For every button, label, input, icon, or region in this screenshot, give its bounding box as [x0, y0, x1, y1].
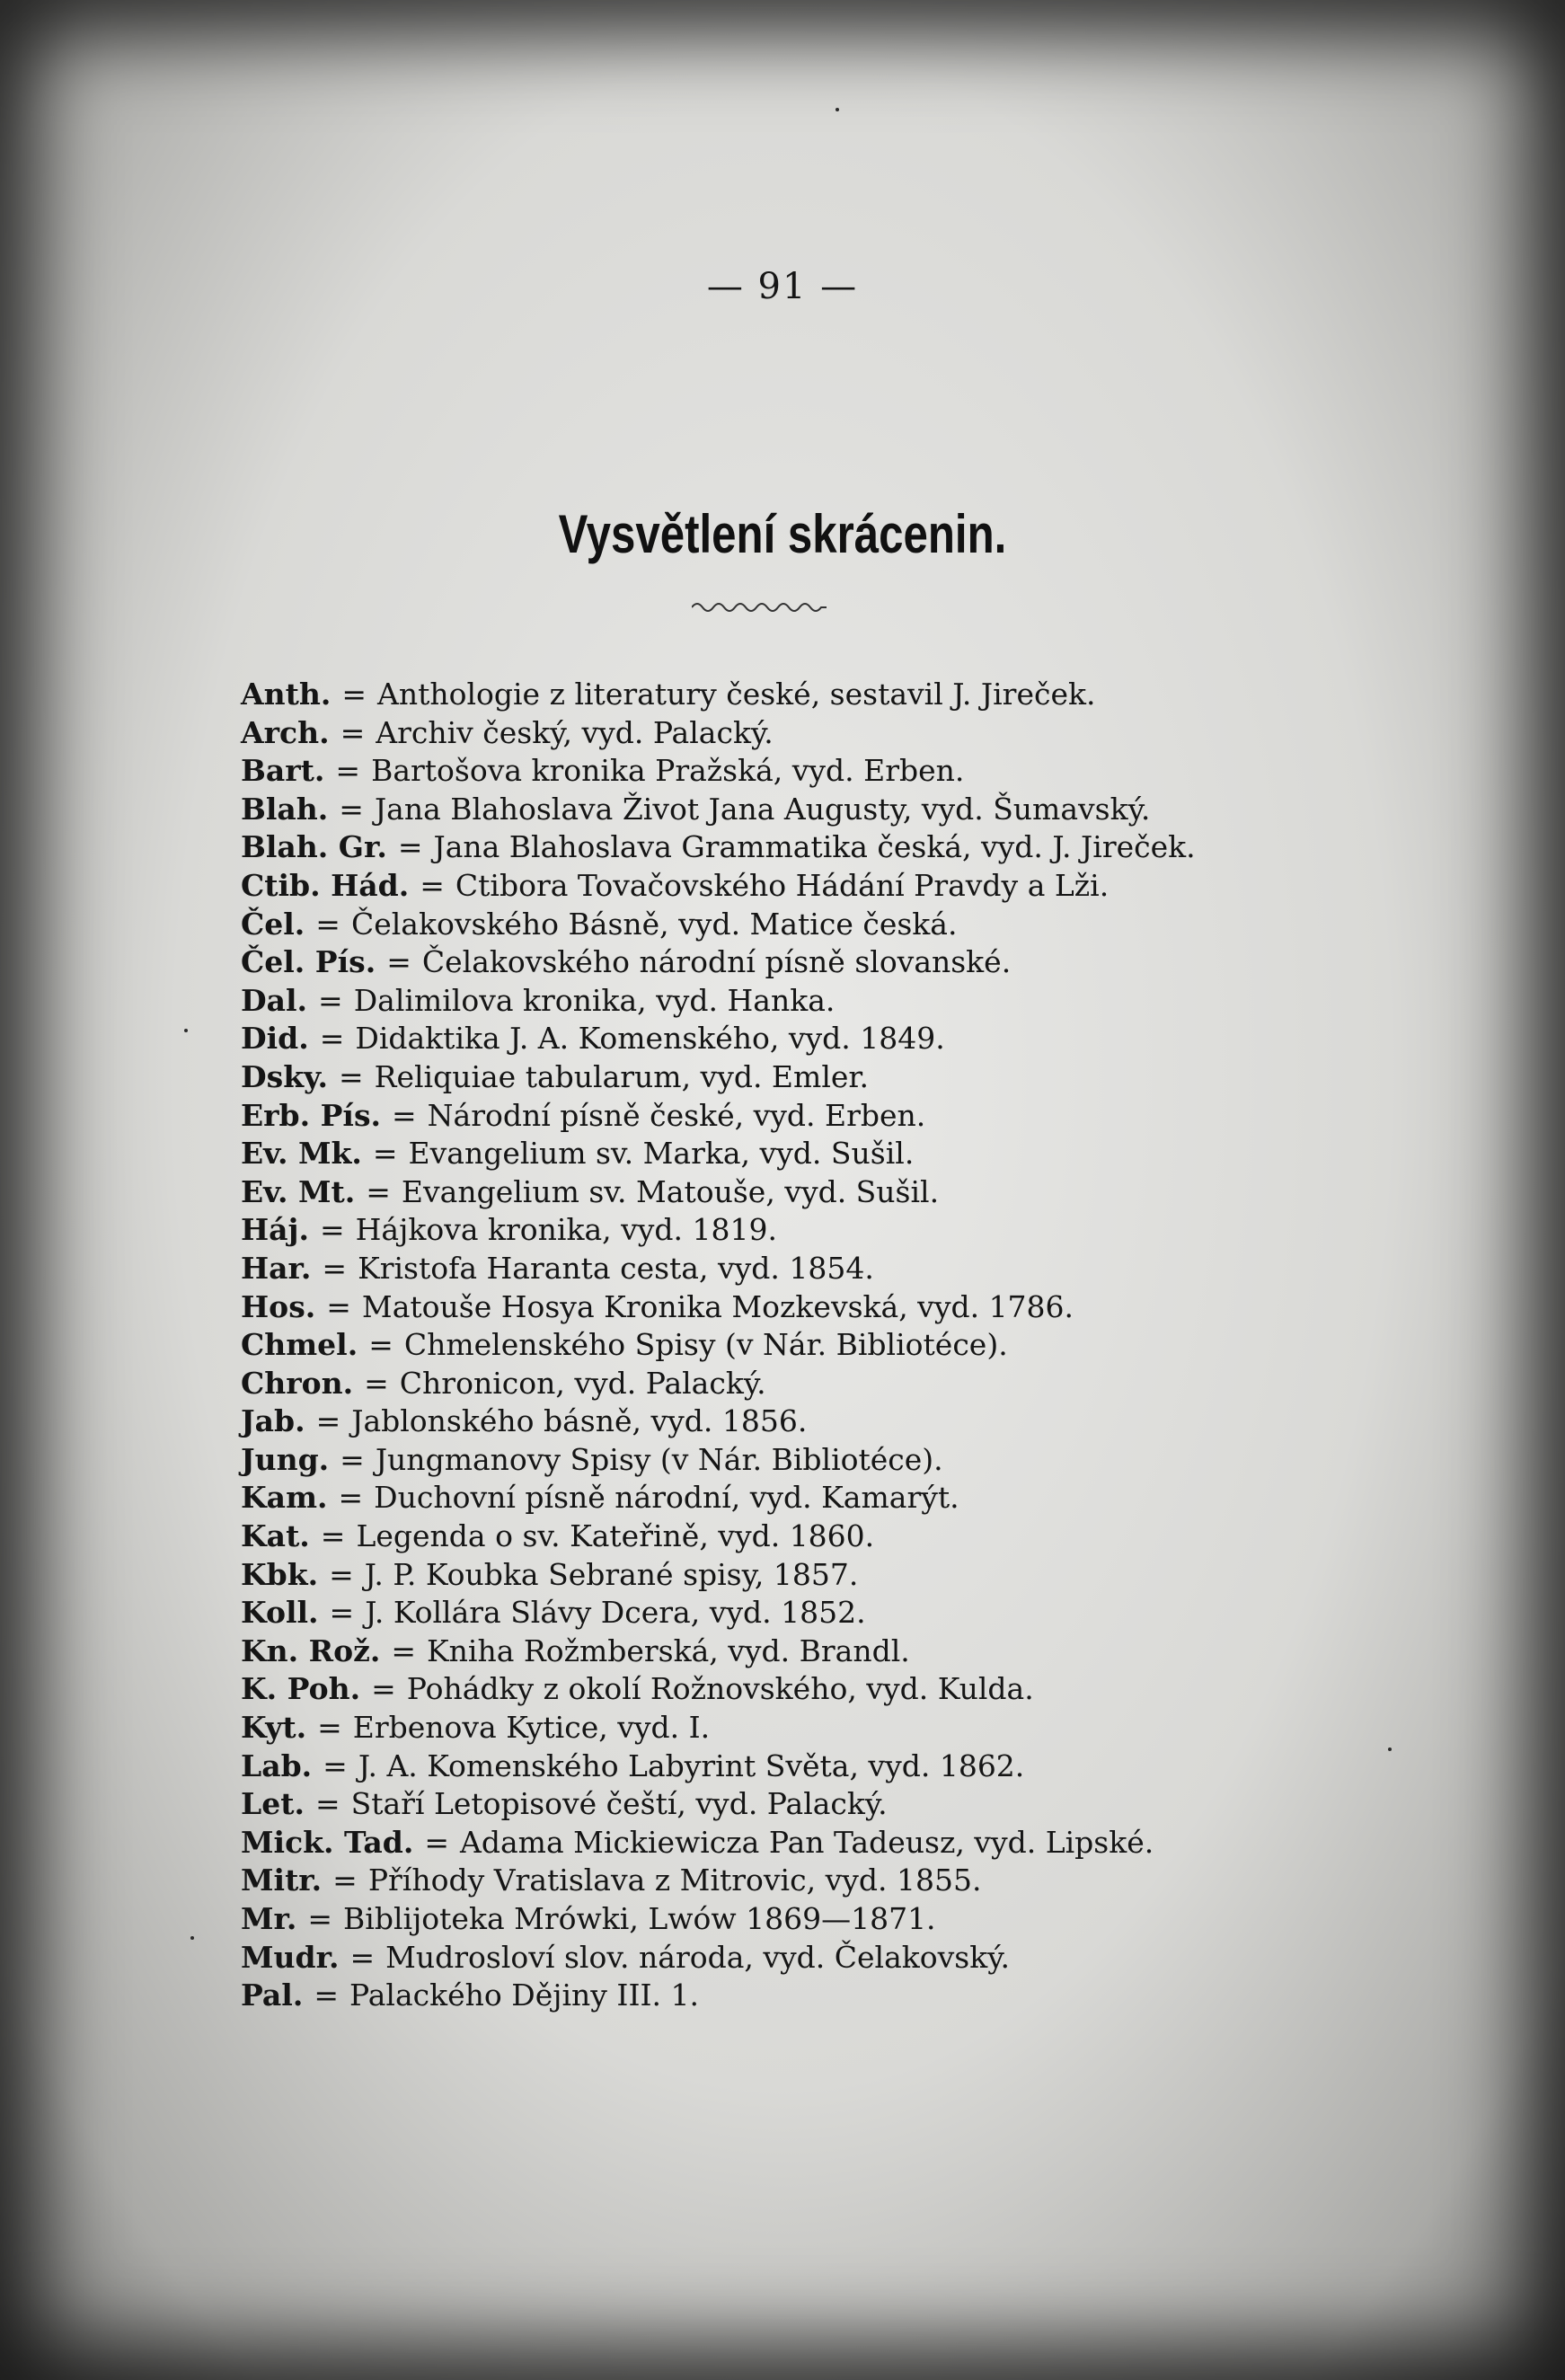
abbreviation-entry [241, 943, 1301, 982]
abbreviation: Hos. [241, 1288, 316, 1324]
expansion: Čelakovského Básně, vyd. Matice česká. [350, 906, 958, 942]
abbreviation-entry [241, 1977, 1301, 2015]
expansion: Kristofa Haranta cesta, vyd. 1854. [358, 1250, 874, 1286]
abbreviation: Anth. [241, 677, 332, 712]
abbreviation: Blah. [241, 791, 329, 827]
abbreviation-entry [241, 1556, 1301, 1595]
equals-separator: = [329, 1595, 355, 1631]
abbreviation-entry [241, 1441, 1301, 1480]
equals-separator: = [326, 1288, 351, 1324]
abbreviation-entry [241, 1785, 1301, 1824]
expansion: J. P. Koubka Sebrané spisy, 1857. [364, 1556, 859, 1592]
abbreviation-entry [241, 676, 1301, 714]
equals-separator: = [368, 1327, 393, 1363]
abbreviation: Kbk. [241, 1556, 319, 1592]
expansion: Adama Mickiewicza Pan Tadeusz, vyd. Lipské. [460, 1824, 1154, 1860]
abbreviation: Har. [241, 1250, 312, 1286]
expansion: Legenda o sv. Kateřině, vyd. 1860. [356, 1518, 875, 1554]
abbreviation: Ctib. Hád. [241, 867, 410, 903]
expansion: Jana Blahoslava Život Jana Augusty, vyd. Šumavský. [374, 791, 1151, 827]
expansion: Biblijoteka Mrówki, Lwów 1869—1871. [343, 1901, 936, 1936]
expansion: Pohádky z okolí Rožnovského, vyd. Kulda. [406, 1671, 1034, 1707]
equals-separator: = [335, 753, 361, 789]
abbreviation: Háj. [241, 1212, 309, 1248]
abbreviation: Kat. [241, 1518, 310, 1554]
abbreviation-entry [241, 1900, 1301, 1939]
abbreviation-entry [241, 982, 1301, 1021]
abbreviation-entry [241, 1632, 1301, 1671]
equals-separator: = [340, 714, 366, 750]
expansion: Chronicon, vyd. Palacký. [399, 1365, 766, 1401]
equals-separator: = [364, 1365, 389, 1401]
abbreviation-entry [241, 1747, 1301, 1786]
expansion: Anthologie z literatury české, sestavil J. Jireček. [376, 677, 1096, 712]
ink-speck [190, 1936, 194, 1940]
abbreviation: Mick. Tad. [241, 1824, 414, 1860]
expansion: J. Kollára Slávy Dcera, vyd. 1852. [365, 1595, 866, 1631]
abbreviation-entry [241, 1479, 1301, 1517]
expansion: Kniha Rožmberská, vyd. Brandl. [426, 1632, 910, 1668]
equals-separator: = [307, 1901, 333, 1936]
equals-separator: = [314, 1977, 339, 2013]
wavy-ornament [692, 600, 827, 615]
abbreviation-entry [241, 752, 1301, 791]
abbreviation-entry [241, 1594, 1301, 1632]
expansion: Palackého Dějiny III. 1. [349, 1977, 699, 2013]
expansion: Jablonského básně, vyd. 1856. [351, 1403, 808, 1439]
equals-separator: = [315, 906, 340, 942]
equals-separator: = [332, 1862, 358, 1898]
abbreviation: Did. [241, 1021, 309, 1057]
abbreviation: Blah. Gr. [241, 829, 387, 865]
abbreviation: K. Poh. [241, 1671, 361, 1707]
abbreviation: Dal. [241, 982, 308, 1018]
abbreviation-entry [241, 1326, 1301, 1365]
abbreviation: Ev. Mk. [241, 1136, 362, 1172]
abbreviation-entry [241, 791, 1301, 829]
expansion: Evangelium sv. Matouše, vyd. Sušil. [401, 1173, 940, 1209]
abbreviation: Arch. [241, 714, 330, 750]
equals-separator: = [338, 1480, 364, 1516]
equals-separator: = [386, 944, 411, 980]
expansion: Didaktika J. A. Komenského, vyd. 1849. [355, 1021, 945, 1057]
abbreviation: Lab. [241, 1747, 313, 1783]
abbreviation: Chron. [241, 1365, 354, 1401]
equals-separator: = [320, 1518, 346, 1554]
equals-separator: = [397, 829, 423, 865]
expansion: Matouše Hosya Kronika Mozkevská, vyd. 1786. [361, 1288, 1074, 1324]
abbreviation-entry [241, 1288, 1301, 1327]
abbreviation-entry [241, 1709, 1301, 1747]
abbreviation: Čel. [241, 906, 305, 942]
equals-separator: = [315, 1403, 341, 1439]
equals-separator: = [323, 1747, 348, 1783]
equals-separator: = [391, 1632, 416, 1668]
abbreviation-entry [241, 1250, 1301, 1288]
equals-separator: = [339, 791, 364, 827]
expansion: Národní písně české, vyd. Erben. [427, 1097, 926, 1133]
abbreviation: Mr. [241, 1901, 297, 1936]
equals-separator: = [317, 1710, 342, 1746]
expansion: Staří Letopisové čeští, vyd. Palacký. [350, 1786, 888, 1822]
abbreviation-entry [241, 1058, 1301, 1097]
abbreviation: Kn. Rož. [241, 1632, 381, 1668]
abbreviation-entry [241, 1824, 1301, 1862]
abbreviation: Erb. Pís. [241, 1097, 382, 1133]
equals-separator: = [366, 1173, 391, 1209]
abbreviation: Kam. [241, 1480, 328, 1516]
abbreviation-entry [241, 1135, 1301, 1173]
equals-separator: = [322, 1250, 348, 1286]
equals-separator: = [349, 1939, 376, 1975]
abbreviation: Mitr. [241, 1862, 323, 1898]
ink-speck [184, 1029, 188, 1032]
abbreviation-entry [241, 1939, 1301, 1977]
abbreviation-entry [241, 906, 1301, 944]
equals-separator: = [341, 677, 367, 712]
equals-separator: = [329, 1556, 354, 1592]
ink-speck [836, 108, 839, 111]
expansion: Bartošova kronika Pražská, vyd. Erben. [371, 753, 965, 789]
abbreviation: Dsky. [241, 1058, 328, 1094]
abbreviation: Let. [241, 1786, 305, 1822]
abbreviation: Ev. Mt. [241, 1173, 356, 1209]
abbreviation: Bart. [241, 753, 325, 789]
abbreviation: Jung. [241, 1441, 330, 1477]
equals-separator: = [424, 1824, 450, 1860]
equals-separator: = [340, 1441, 365, 1477]
expansion: Erbenova Kytice, vyd. I. [352, 1710, 711, 1746]
page-number: — 91 — [706, 266, 859, 307]
abbreviation-entry [241, 1670, 1301, 1709]
equals-separator: = [314, 1786, 340, 1822]
equals-separator: = [372, 1136, 398, 1172]
expansion: Evangelium sv. Marka, vyd. Sušil. [408, 1136, 915, 1172]
ink-speck [1388, 1747, 1392, 1751]
abbreviation: Mudr. [241, 1939, 340, 1975]
abbreviation-list [241, 676, 1301, 2015]
expansion: J. A. Komenského Labyrint Světa, vyd. 1862. [358, 1747, 1025, 1783]
equals-separator: = [420, 867, 445, 903]
equals-separator: = [320, 1212, 345, 1248]
abbreviation: Chmel. [241, 1327, 358, 1363]
expansion: Chmelenského Spisy (v Nár. Bibliotéce). [403, 1327, 1008, 1363]
abbreviation: Koll. [241, 1595, 319, 1631]
abbreviation: Jab. [241, 1403, 305, 1439]
abbreviation-entry [241, 1020, 1301, 1058]
abbreviation-entry [241, 1402, 1301, 1441]
expansion: Hájkova kronika, vyd. 1819. [355, 1212, 777, 1248]
equals-separator: = [319, 1021, 345, 1057]
abbreviation-entry [241, 867, 1301, 906]
page-title: Vysvětlení skrácenin. [558, 504, 1007, 564]
expansion: Příhody Vratislava z Mitrovic, vyd. 1855. [367, 1862, 982, 1898]
abbreviation-entry [241, 828, 1301, 867]
equals-separator: = [392, 1097, 417, 1133]
abbreviation-entry [241, 1097, 1301, 1136]
abbreviation-entry [241, 1862, 1301, 1900]
expansion: Duchovní písně národní, vyd. Kamarýt. [374, 1480, 959, 1516]
abbreviation: Kyt. [241, 1710, 307, 1746]
abbreviation: Čel. Pís. [241, 944, 376, 980]
abbreviation-entry [241, 1365, 1301, 1403]
abbreviation: Pal. [241, 1977, 304, 2013]
equals-separator: = [371, 1671, 396, 1707]
expansion: Archiv český, vyd. Palacký. [376, 714, 774, 750]
expansion: Jana Blahoslava Grammatika česká, vyd. J. Jireček. [433, 829, 1196, 865]
expansion: Reliquiae tabularum, vyd. Emler. [374, 1058, 870, 1094]
expansion: Jungmanovy Spisy (v Nár. Bibliotéce). [375, 1441, 943, 1477]
expansion: Ctibora Tovačovského Hádání Pravdy a Lži. [455, 867, 1110, 903]
abbreviation-entry [241, 1173, 1301, 1212]
expansion: Dalimilova kronika, vyd. Hanka. [353, 982, 836, 1018]
equals-separator: = [338, 1058, 364, 1094]
expansion: Mudrosloví slov. národa, vyd. Čelakovský. [385, 1939, 1010, 1975]
abbreviation-entry [241, 1211, 1301, 1250]
equals-separator: = [318, 982, 343, 1018]
expansion: Čelakovského národní písně slovanské. [421, 944, 1012, 980]
abbreviation-entry [241, 714, 1301, 753]
abbreviation-entry [241, 1517, 1301, 1556]
